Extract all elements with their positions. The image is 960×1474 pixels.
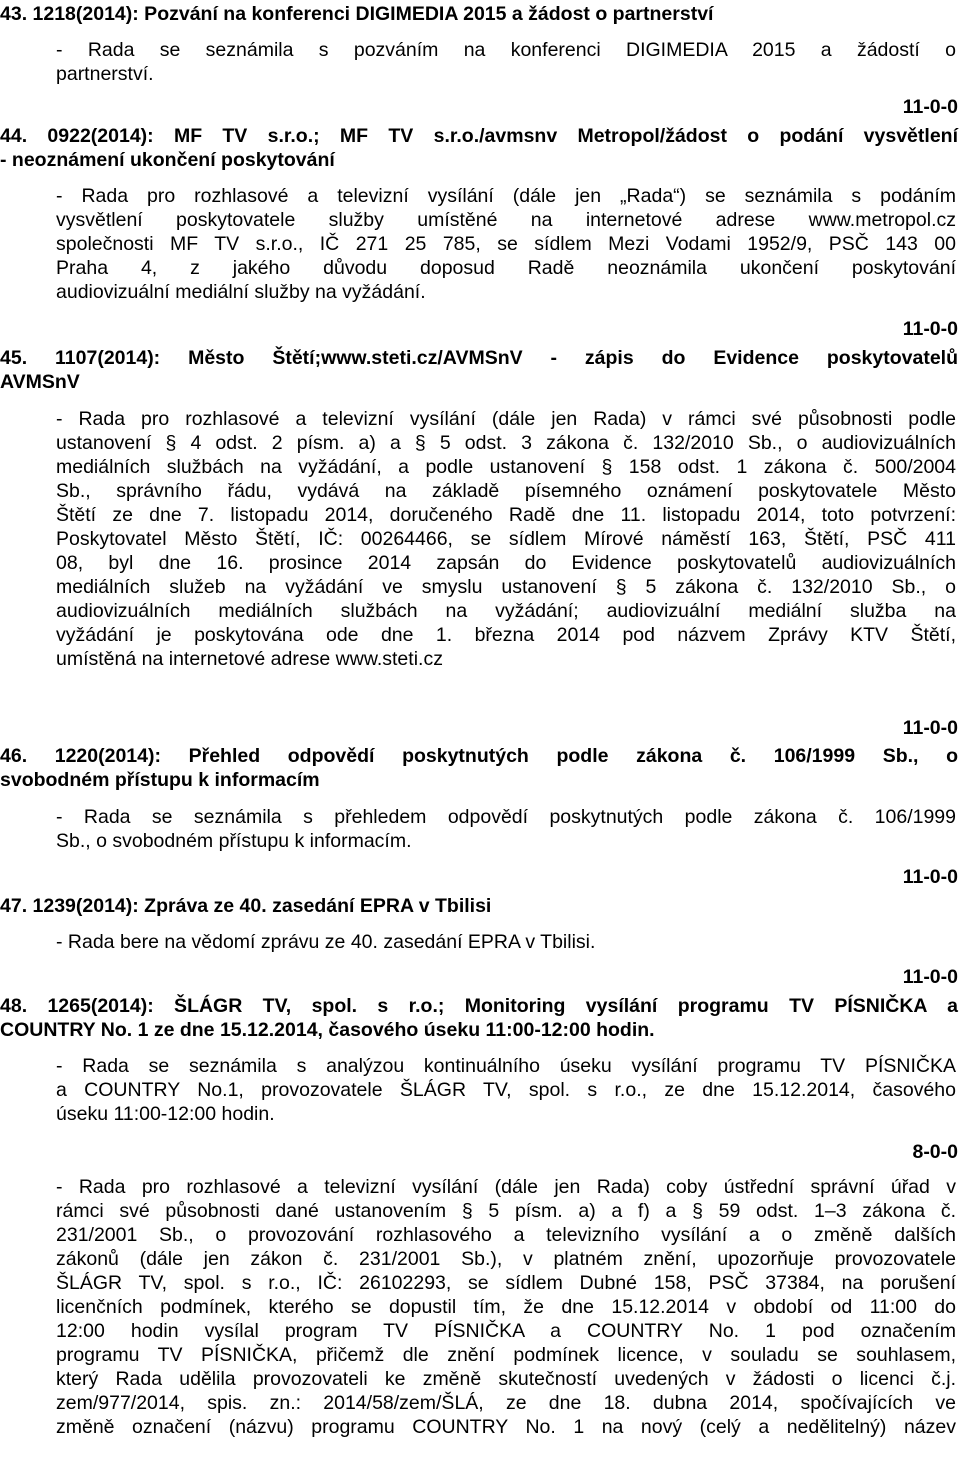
paragraph-line: vyžádání je poskytována ode dne 1. března 2014 pod názvem Zprávy KTV Štětí, [56,624,956,646]
item-heading: 46. 1220(2014): Přehled odpovědí poskytnutých podle zákona č. 106/1999 Sb., o [0,745,958,767]
paragraph-line: partnerství. [56,63,154,85]
paragraph-line: který Rada udělila provozovateli ke změně skutečností uvedených v žádosti o licenci č.j. [56,1368,956,1390]
paragraph-line: zem/977/2014, spis. zn.: 2014/58/zem/ŠLÁ, ze dne 18. dubna 2014, spočívajících ve [56,1392,956,1414]
paragraph-line: zákonů (dále jen zákon č. 231/2001 Sb.), v platném znění, upozorňuje provozovatele [56,1248,956,1270]
paragraph-line: Poskytovatel Město Štětí, IČ: 00264466, se sídlem Mírové náměstí 163, Štětí, PSČ 411 [56,528,956,550]
paragraph-line: audiovizuální mediální služby na vyžádání. [56,281,426,303]
item-heading: 43. 1218(2014): Pozvání na konferenci DIGIMEDIA 2015 a žádost o partnerství [0,3,714,25]
paragraph-line: mediálních služeb na vyžádání ve smyslu ustanovení § 5 zákona č. 132/2010 Sb., o [56,576,956,598]
vote-result: 8-0-0 [912,1141,958,1163]
item-heading: 45. 1107(2014): Město Štětí;www.steti.cz/AVMSnV - zápis do Evidence poskytovatelů [0,347,958,369]
paragraph-line: umístěná na internetové adrese www.steti.cz [56,648,443,670]
item-heading: - neoznámení ukončení poskytování [0,149,335,171]
paragraph-line: úseku 11:00-12:00 hodin. [56,1103,275,1125]
item-heading: svobodném přístupu k informacím [0,769,320,791]
paragraph-line: společnosti MF TV s.r.o., IČ 271 25 785, se sídlem Mezi Vodami 1952/9, PSČ 143 00 [56,233,956,255]
item-heading: 47. 1239(2014): Zpráva ze 40. zasedání EPRA v Tbilisi [0,895,492,917]
paragraph-line: - Rada se seznámila s analýzou kontinuálního úseku vysílání programu TV PÍSNIČKA [56,1055,956,1077]
paragraph-line: mediálních službách na vyžádání, a podle ustanovení § 158 odst. 1 zákona č. 500/2004 [56,456,956,478]
paragraph-line: Sb., o svobodném přístupu k informacím. [56,830,412,852]
paragraph-line: programu TV PÍSNIČKA, přičemž dle znění podmínek licence, v souladu se souhlasem, [56,1344,956,1366]
paragraph-line: licenčních podmínek, kterého se dopustil tím, že dne 15.12.2014 v období od 11:00 do [56,1296,956,1318]
vote-result: 11-0-0 [902,318,958,340]
vote-result: 11-0-0 [902,866,958,888]
paragraph-line: - Rada pro rozhlasové a televizní vysílání (dále jen „Rada“) se seznámila s podáním [56,185,956,207]
paragraph-line: 12:00 hodin vysílal program TV PÍSNIČKA a COUNTRY No. 1 pod označením [56,1320,956,1342]
paragraph-line: a COUNTRY No.1, provozovatele ŠLÁGR TV, spol. s r.o., ze dne 15.12.2014, časového [56,1079,956,1101]
paragraph-line: Štětí ze dne 7. listopadu 2014, doručeného Radě dne 11. listopadu 2014, toto potvrzení: [56,504,956,526]
item-heading: 44. 0922(2014): MF TV s.r.o.; MF TV s.r.o./avmsnv Metropol/žádost o podání vysvětlení [0,125,958,147]
paragraph-line: ŠLÁGR TV, spol. s r.o., IČ: 26102293, se sídlem Dubné 158, PSČ 37384, na porušení [56,1272,956,1294]
vote-result: 11-0-0 [902,96,958,118]
item-heading: AVMSnV [0,371,80,393]
vote-result: 11-0-0 [902,717,958,739]
paragraph-line: - Rada bere na vědomí zprávu ze 40. zasedání EPRA v Tbilisi. [56,931,596,953]
paragraph-line: - Rada pro rozhlasové a televizní vysílání (dále jen Rada) v rámci své působnosti podle [56,408,956,430]
item-heading: 48. 1265(2014): ŠLÁGR TV, spol. s r.o.; Monitoring vysílání programu TV PÍSNIČKA a [0,995,958,1017]
item-heading: COUNTRY No. 1 ze dne 15.12.2014, časového úseku 11:00-12:00 hodin. [0,1019,655,1041]
paragraph-line: 08, byl dne 16. prosince 2014 zapsán do Evidence poskytovatelů audiovizuálních [56,552,956,574]
paragraph-line: Praha 4, z jakého důvodu doposud Radě neoznámila ukončení poskytování [56,257,956,279]
vote-result: 11-0-0 [902,966,958,988]
paragraph-line: 231/2001 Sb., o provozování rozhlasového a televizního vysílání a o změně dalších [56,1224,956,1246]
paragraph-line: - Rada pro rozhlasové a televizní vysílání (dále jen Rada) coby ústřední správní úřad v [56,1176,956,1198]
paragraph-line: - Rada se seznámila s přehledem odpovědí poskytnutých podle zákona č. 106/1999 [56,806,956,828]
paragraph-line: Sb., správního řádu, vydává na základě písemného oznámení poskytovatele Město [56,480,956,502]
paragraph-line: vysvětlení poskytovatele služby umístěné na internetové adrese www.metropol.cz [56,209,956,231]
paragraph-line: rámci své působnosti dané ustanovením § 5 písm. a) a f) a § 59 odst. 1–3 zákona č. [56,1200,956,1222]
paragraph-line: změně označení (názvu) programu COUNTRY No. 1 na nový (celý a nedělitelný) název [56,1416,956,1438]
paragraph-line: ustanovení § 4 odst. 2 písm. a) a § 5 odst. 3 zákona č. 132/2010 Sb., o audiovizuálních [56,432,956,454]
paragraph-line: audiovizuálních mediálních službách na vyžádání; audiovizuální mediální služba na [56,600,956,622]
paragraph-line: - Rada se seznámila s pozváním na konferenci DIGIMEDIA 2015 a žádostí o [56,39,956,61]
